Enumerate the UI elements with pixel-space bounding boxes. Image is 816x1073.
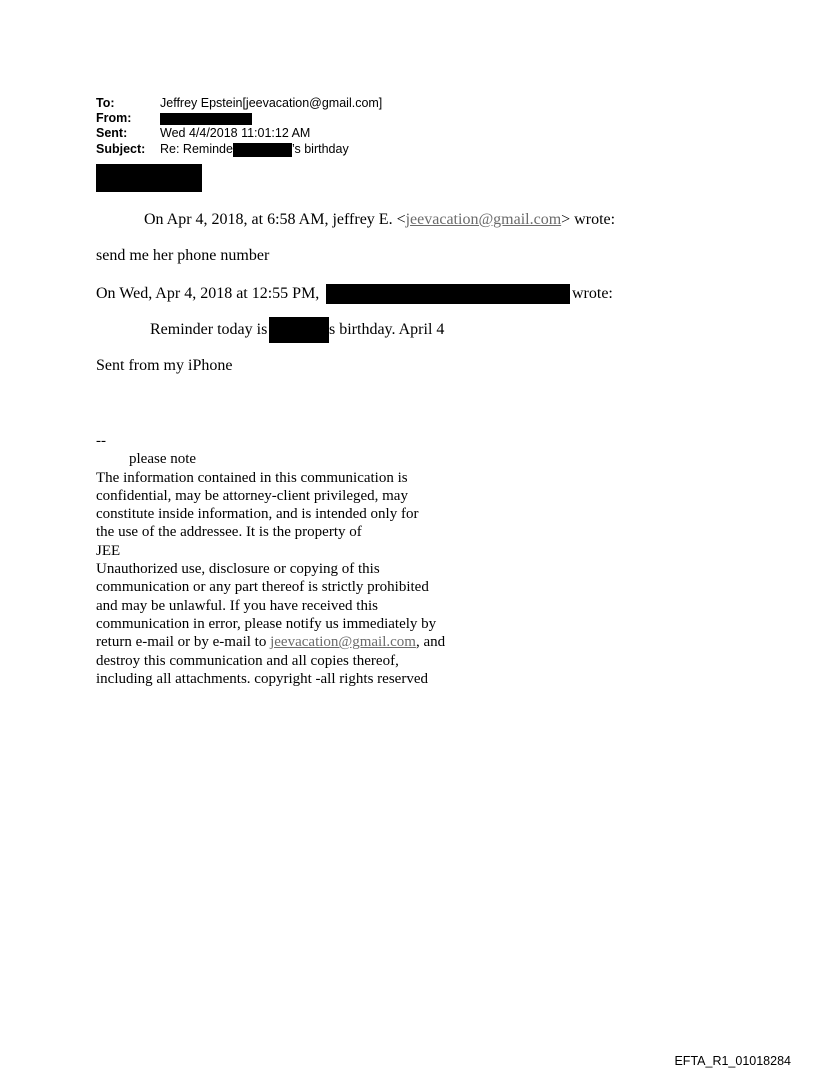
from-label: From: — [96, 111, 132, 125]
orig-intro-prefix: On Wed, Apr 4, 2018 at 12:55 PM, — [96, 285, 320, 302]
from-row — [96, 111, 252, 126]
disclaimer-line: and may be unlawful. If you have received this — [96, 597, 378, 614]
header-redaction-block — [96, 164, 202, 192]
disclaimer — [96, 432, 516, 688]
disclaimer-line: the use of the addressee. It is the property of — [96, 524, 362, 541]
orig-intro — [96, 285, 319, 303]
reply-intro-prefix: On Apr 4, 2018, at 6:58 AM, jeffrey E. < — [144, 211, 406, 228]
disclaimer-note: please note — [129, 451, 197, 468]
subject-row — [96, 142, 349, 157]
disclaimer-line: including all attachments. copyright -all rights reserved — [96, 670, 428, 687]
disclaimer-line — [96, 633, 516, 651]
disclaimer-line: The information contained in this communication is — [96, 469, 408, 486]
from-redaction — [160, 113, 252, 125]
document-id: EFTA_R1_01018284 — [674, 1054, 791, 1068]
orig-intro-suffix: wrote: — [572, 285, 613, 302]
reply-intro-suffix: > wrote: — [561, 211, 616, 228]
subject-suffix: ’s birthday — [291, 142, 349, 156]
sent-row — [96, 126, 310, 141]
disclaimer-line10-prefix: return e-mail or by e-mail to — [96, 634, 267, 651]
sent-label: Sent: — [96, 126, 128, 140]
to-row — [96, 96, 382, 111]
disclaimer-line: constitute inside information, and is intended only for — [96, 506, 419, 523]
sent-value: Wed 4/4/2018 11:01:12 AM — [160, 126, 311, 140]
orig-body-suffix: s birthday. April 4 — [329, 321, 445, 338]
subject-label: Subject: — [96, 142, 146, 156]
reply-body: send me her phone number — [96, 247, 270, 264]
subject-redaction — [233, 143, 292, 157]
disclaimer-line: destroy this communication and all copies thereof, — [96, 652, 399, 669]
reply-intro — [144, 211, 615, 229]
disclaimer-line: JEE — [96, 542, 121, 559]
subject-prefix: Re: Reminde — [160, 142, 233, 156]
disclaimer-separator: -- — [96, 433, 106, 449]
signature: Sent from my iPhone — [96, 357, 233, 374]
disclaimer-line: confidential, may be attorney-client privileged, may — [96, 487, 408, 504]
reply-intro-email-link[interactable]: jeevacation@gmail.com — [405, 211, 562, 228]
disclaimer-line10-suffix: , and — [415, 634, 446, 651]
disclaimer-email-link[interactable]: jeevacation@gmail.com — [270, 634, 416, 651]
orig-body-redaction — [269, 317, 329, 343]
disclaimer-line: Unauthorized use, disclosure or copying of this — [96, 561, 380, 578]
to-label: To: — [96, 96, 115, 110]
disclaimer-line: communication or any part thereof is strictly prohibited — [96, 579, 429, 596]
orig-body-prefix: Reminder today is — [150, 321, 268, 338]
to-value: Jeffrey Epstein[jeevacation@gmail.com] — [160, 96, 383, 110]
disclaimer-line: communication in error, please notify us immediately by — [96, 615, 437, 632]
orig-sender-redaction — [326, 284, 570, 304]
